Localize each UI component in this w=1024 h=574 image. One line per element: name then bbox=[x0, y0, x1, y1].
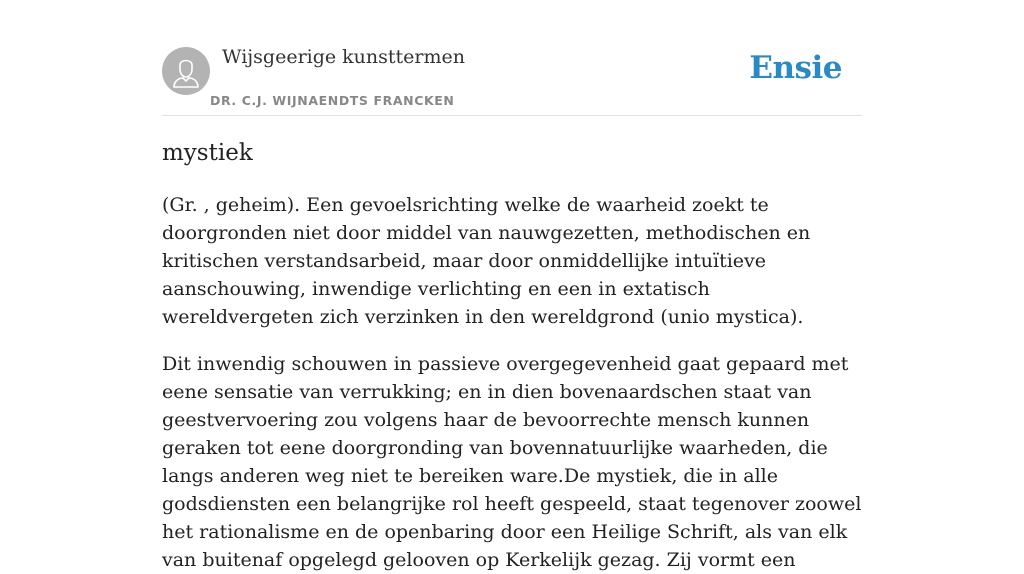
user-icon bbox=[162, 47, 210, 95]
article-term: mystiek bbox=[162, 140, 253, 166]
book-title[interactable]: Wijsgeerige kunsttermen bbox=[222, 46, 466, 68]
author-name[interactable]: DR. C.J. WIJNAENDTS FRANCKEN bbox=[210, 93, 455, 108]
header bbox=[162, 0, 862, 116]
page bbox=[162, 0, 862, 574]
ensie-logo[interactable]: Ensie bbox=[749, 50, 842, 86]
article-paragraph: (Gr. , geheim). Een gevoelsrichting welke de waarheid zoekt te doorgronden niet door middel van nauwgezetten, methodischen en kritischen verstandsarbeid, maar door onmiddellijke intuïtieve aanschouwing, inwendige verlichting en een in extatisch wereldvergeten zich verzinken in den wereldgrond (unio mystica). bbox=[162, 194, 811, 328]
article-paragraph: Dit inwendig schouwen in passieve overgegevenheid gaat gepaard met eene sensatie van verrukking; en in dien bovenaardschen staat van geestvervoering zou volgens haar de bevoorrechte mensch kunnen geraken tot eene doorgronding van bovennatuurlijke waarheden, die langs anderen weg niet te bereiken ware.De mystiek, die in alle godsdiensten een belangrijke rol heeft gespeeld, staat tegenover zoowel het rationalisme en de openbaring door een Heilige Schrift, als van elk van buitenaf opgelegd gelooven op Kerkelijk gezag. Zij vormt een bbox=[162, 353, 862, 571]
author-avatar[interactable] bbox=[162, 47, 210, 95]
